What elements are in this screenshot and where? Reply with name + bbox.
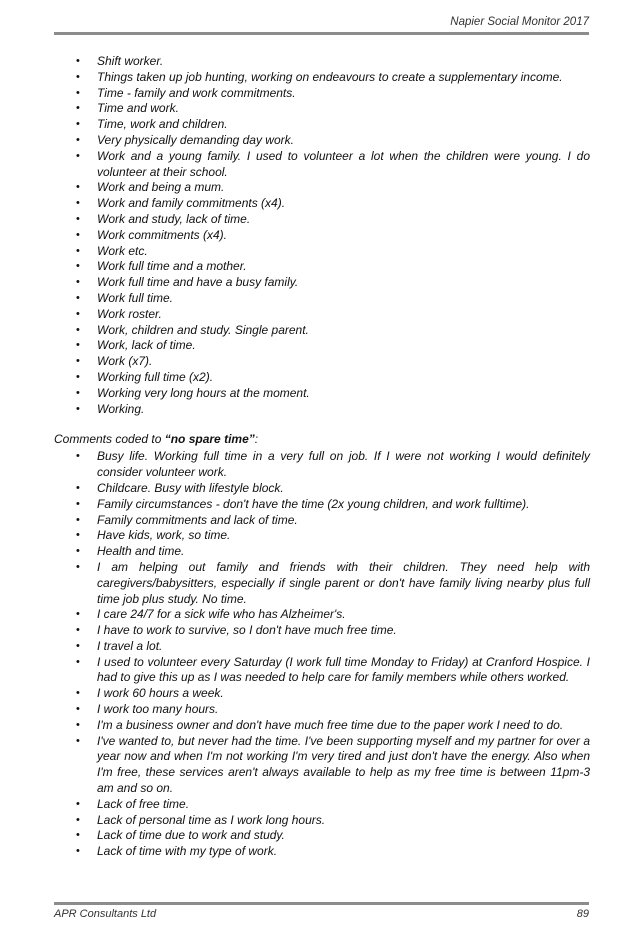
list-item-text: Work, lack of time. bbox=[97, 338, 196, 353]
list-item bbox=[54, 497, 590, 513]
list-item-text: Work roster. bbox=[97, 306, 162, 321]
list-item bbox=[54, 70, 590, 86]
list-item-text: Work full time and a mother. bbox=[97, 259, 247, 274]
list-item bbox=[54, 655, 590, 687]
list-item bbox=[54, 117, 590, 133]
list-item-text: Things taken up job hunting, working on endeavours to create a supplementary income. bbox=[97, 69, 563, 84]
bullet-icon: • bbox=[76, 149, 80, 162]
list-item-text: I'm a business owner and don't have much free time due to the paper work I need to do. bbox=[97, 717, 564, 732]
list-item bbox=[54, 481, 590, 497]
bullet-icon: • bbox=[76, 355, 80, 368]
list-item-text: I am helping out family and friends with their children. They need help with caregivers/babysitters, especially if single parent or don't have family living nearby plus full time job plus study. No time. bbox=[97, 559, 590, 606]
bullet-icon: • bbox=[76, 481, 80, 494]
page-content bbox=[54, 54, 590, 860]
list-item-text: Work (x7). bbox=[97, 354, 153, 369]
bullet-icon: • bbox=[76, 450, 80, 463]
list-item-text: Work and being a mum. bbox=[97, 180, 225, 195]
bullet-icon: • bbox=[76, 386, 80, 399]
list-item bbox=[54, 702, 590, 718]
header-divider bbox=[54, 32, 589, 35]
list-item bbox=[54, 528, 590, 544]
bullet-icon: • bbox=[76, 687, 80, 700]
bullet-icon: • bbox=[76, 86, 80, 99]
list-item-text: Have kids, work, so time. bbox=[97, 528, 231, 543]
list-item-text: Work and study, lack of time. bbox=[97, 211, 251, 226]
list-item-text: I work 60 hours a week. bbox=[97, 686, 224, 701]
bullet-icon: • bbox=[76, 370, 80, 383]
list-item-text: Lack of free time. bbox=[97, 796, 190, 811]
list-item bbox=[54, 244, 590, 260]
list-item bbox=[54, 560, 590, 607]
list-item bbox=[54, 639, 590, 655]
bullet-icon: • bbox=[76, 545, 80, 558]
list-item-text: I work too many hours. bbox=[97, 702, 219, 717]
list-item-text: Lack of personal time as I work long hours. bbox=[97, 812, 326, 827]
bullet-icon: • bbox=[76, 797, 80, 810]
bullet-icon: • bbox=[76, 608, 80, 621]
list-item-text: Working. bbox=[97, 401, 145, 416]
list-item-text: Work full time and have a busy family. bbox=[97, 275, 299, 290]
bullet-icon: • bbox=[76, 291, 80, 304]
list-item bbox=[54, 386, 590, 402]
list-item-text: Work, children and study. Single parent. bbox=[97, 322, 309, 337]
list-item bbox=[54, 734, 590, 797]
list-item-text: Working full time (x2). bbox=[97, 369, 214, 384]
list-item-text: Work commitments (x4). bbox=[97, 227, 228, 242]
bullet-icon: • bbox=[76, 307, 80, 320]
bullet-icon: • bbox=[76, 497, 80, 510]
bullet-icon: • bbox=[76, 703, 80, 716]
list-item bbox=[54, 686, 590, 702]
list-item bbox=[54, 718, 590, 734]
list-item-text: Very physically demanding day work. bbox=[97, 132, 294, 147]
list-no-spare-time bbox=[54, 449, 590, 860]
list-item-text: Busy life. Working full time in a very full on job. If I were not working I would definitely consider volunteer work. bbox=[97, 449, 590, 480]
list-item bbox=[54, 402, 590, 418]
section-heading-prefix: Comments coded to bbox=[54, 432, 165, 447]
bullet-icon: • bbox=[76, 260, 80, 273]
section-heading-no-spare-time bbox=[54, 431, 590, 447]
list-item-text: Work and a young family. I used to volunteer a lot when the children were young. I do volunteer at their school. bbox=[97, 148, 590, 179]
list-item bbox=[54, 607, 590, 623]
bullet-icon: • bbox=[76, 718, 80, 731]
list-item bbox=[54, 196, 590, 212]
bullet-icon: • bbox=[76, 845, 80, 858]
list-item bbox=[54, 86, 590, 102]
bullet-icon: • bbox=[76, 560, 80, 573]
bullet-icon: • bbox=[76, 624, 80, 637]
bullet-icon: • bbox=[76, 402, 80, 415]
bullet-icon: • bbox=[76, 813, 80, 826]
bullet-icon: • bbox=[76, 228, 80, 241]
list-item bbox=[54, 828, 590, 844]
section-heading-emphasis: “no spare time” bbox=[164, 432, 255, 447]
list-item-text: Work etc. bbox=[97, 243, 148, 258]
bullet-icon: • bbox=[76, 529, 80, 542]
bullet-icon: • bbox=[76, 181, 80, 194]
list-item-text: I travel a lot. bbox=[97, 638, 163, 653]
list-item-text: Shift worker. bbox=[97, 54, 164, 68]
footer-divider bbox=[54, 902, 589, 905]
bullet-icon: • bbox=[76, 734, 80, 747]
list-item-text: Family commitments and lack of time. bbox=[97, 512, 298, 527]
page-footer bbox=[54, 907, 589, 921]
bullet-icon: • bbox=[76, 323, 80, 336]
list-item-text: Lack of time due to work and study. bbox=[97, 828, 285, 843]
bullet-icon: • bbox=[76, 829, 80, 842]
list-item bbox=[54, 338, 590, 354]
bullet-icon: • bbox=[76, 212, 80, 225]
list-item bbox=[54, 307, 590, 323]
list-item bbox=[54, 797, 590, 813]
list-item bbox=[54, 133, 590, 149]
list-item bbox=[54, 354, 590, 370]
bullet-icon: • bbox=[76, 70, 80, 83]
list-item bbox=[54, 228, 590, 244]
list-item-text: Work full time. bbox=[97, 290, 174, 305]
page-header: Napier Social Monitor 2017 bbox=[450, 16, 589, 28]
list-item-text: Working very long hours at the moment. bbox=[97, 385, 310, 400]
list-item-text: I used to volunteer every Saturday (I work full time Monday to Friday) at Cranford Hospice. I had to give this up as I was needed to help care for family members while others worked. bbox=[97, 654, 590, 685]
list-item-text: Childcare. Busy with lifestyle block. bbox=[97, 480, 284, 495]
list-item-text: Work and family commitments (x4). bbox=[97, 196, 286, 211]
list-item bbox=[54, 844, 590, 860]
list-item bbox=[54, 513, 590, 529]
list-item-text: Family circumstances - don't have the time (2x young children, and work fulltime). bbox=[97, 496, 530, 511]
section-heading-suffix: : bbox=[254, 432, 259, 447]
bullet-icon: • bbox=[76, 339, 80, 352]
footer-company: APR Consultants Ltd bbox=[54, 908, 157, 920]
list-item bbox=[54, 212, 590, 228]
footer-page-number: 89 bbox=[576, 908, 589, 920]
list-item-text: Time - family and work commitments. bbox=[97, 85, 296, 100]
bullet-icon: • bbox=[76, 118, 80, 131]
bullet-icon: • bbox=[76, 55, 80, 67]
list-item bbox=[54, 449, 590, 481]
bullet-icon: • bbox=[76, 244, 80, 257]
bullet-icon: • bbox=[76, 655, 80, 668]
list-item bbox=[54, 813, 590, 829]
list-item-text: Health and time. bbox=[97, 544, 185, 559]
bullet-icon: • bbox=[76, 276, 80, 289]
list-item-text: Time and work. bbox=[97, 101, 179, 116]
list-item bbox=[54, 291, 590, 307]
bullet-icon: • bbox=[76, 197, 80, 210]
list-item bbox=[54, 180, 590, 196]
list-item bbox=[54, 101, 590, 117]
list-item bbox=[54, 275, 590, 291]
bullet-icon: • bbox=[76, 133, 80, 146]
list-item bbox=[54, 259, 590, 275]
list-item bbox=[54, 544, 590, 560]
list-item bbox=[54, 370, 590, 386]
list-item bbox=[54, 149, 590, 181]
list-item-text: I have to work to survive, so I don't have much free time. bbox=[97, 623, 397, 638]
bullet-icon: • bbox=[76, 102, 80, 115]
list-item-text: I care 24/7 for a sick wife who has Alzheimer's. bbox=[97, 607, 346, 622]
list-item-text: Time, work and children. bbox=[97, 117, 228, 132]
list-item bbox=[54, 323, 590, 339]
list-item bbox=[54, 623, 590, 639]
list-item bbox=[54, 54, 590, 70]
bullet-icon: • bbox=[76, 513, 80, 526]
bullet-icon: • bbox=[76, 639, 80, 652]
list-work-commitments bbox=[54, 54, 590, 417]
list-item-text: Lack of time with my type of work. bbox=[97, 844, 278, 859]
list-item-text: I've wanted to, but never had the time. I've been supporting myself and my partner for over a year now and when I'm not working I'm very tired and just don't have the energy. Also when I'm free, these services aren't always available to help as my free time is between 11pm-3 am and so on. bbox=[97, 733, 590, 796]
